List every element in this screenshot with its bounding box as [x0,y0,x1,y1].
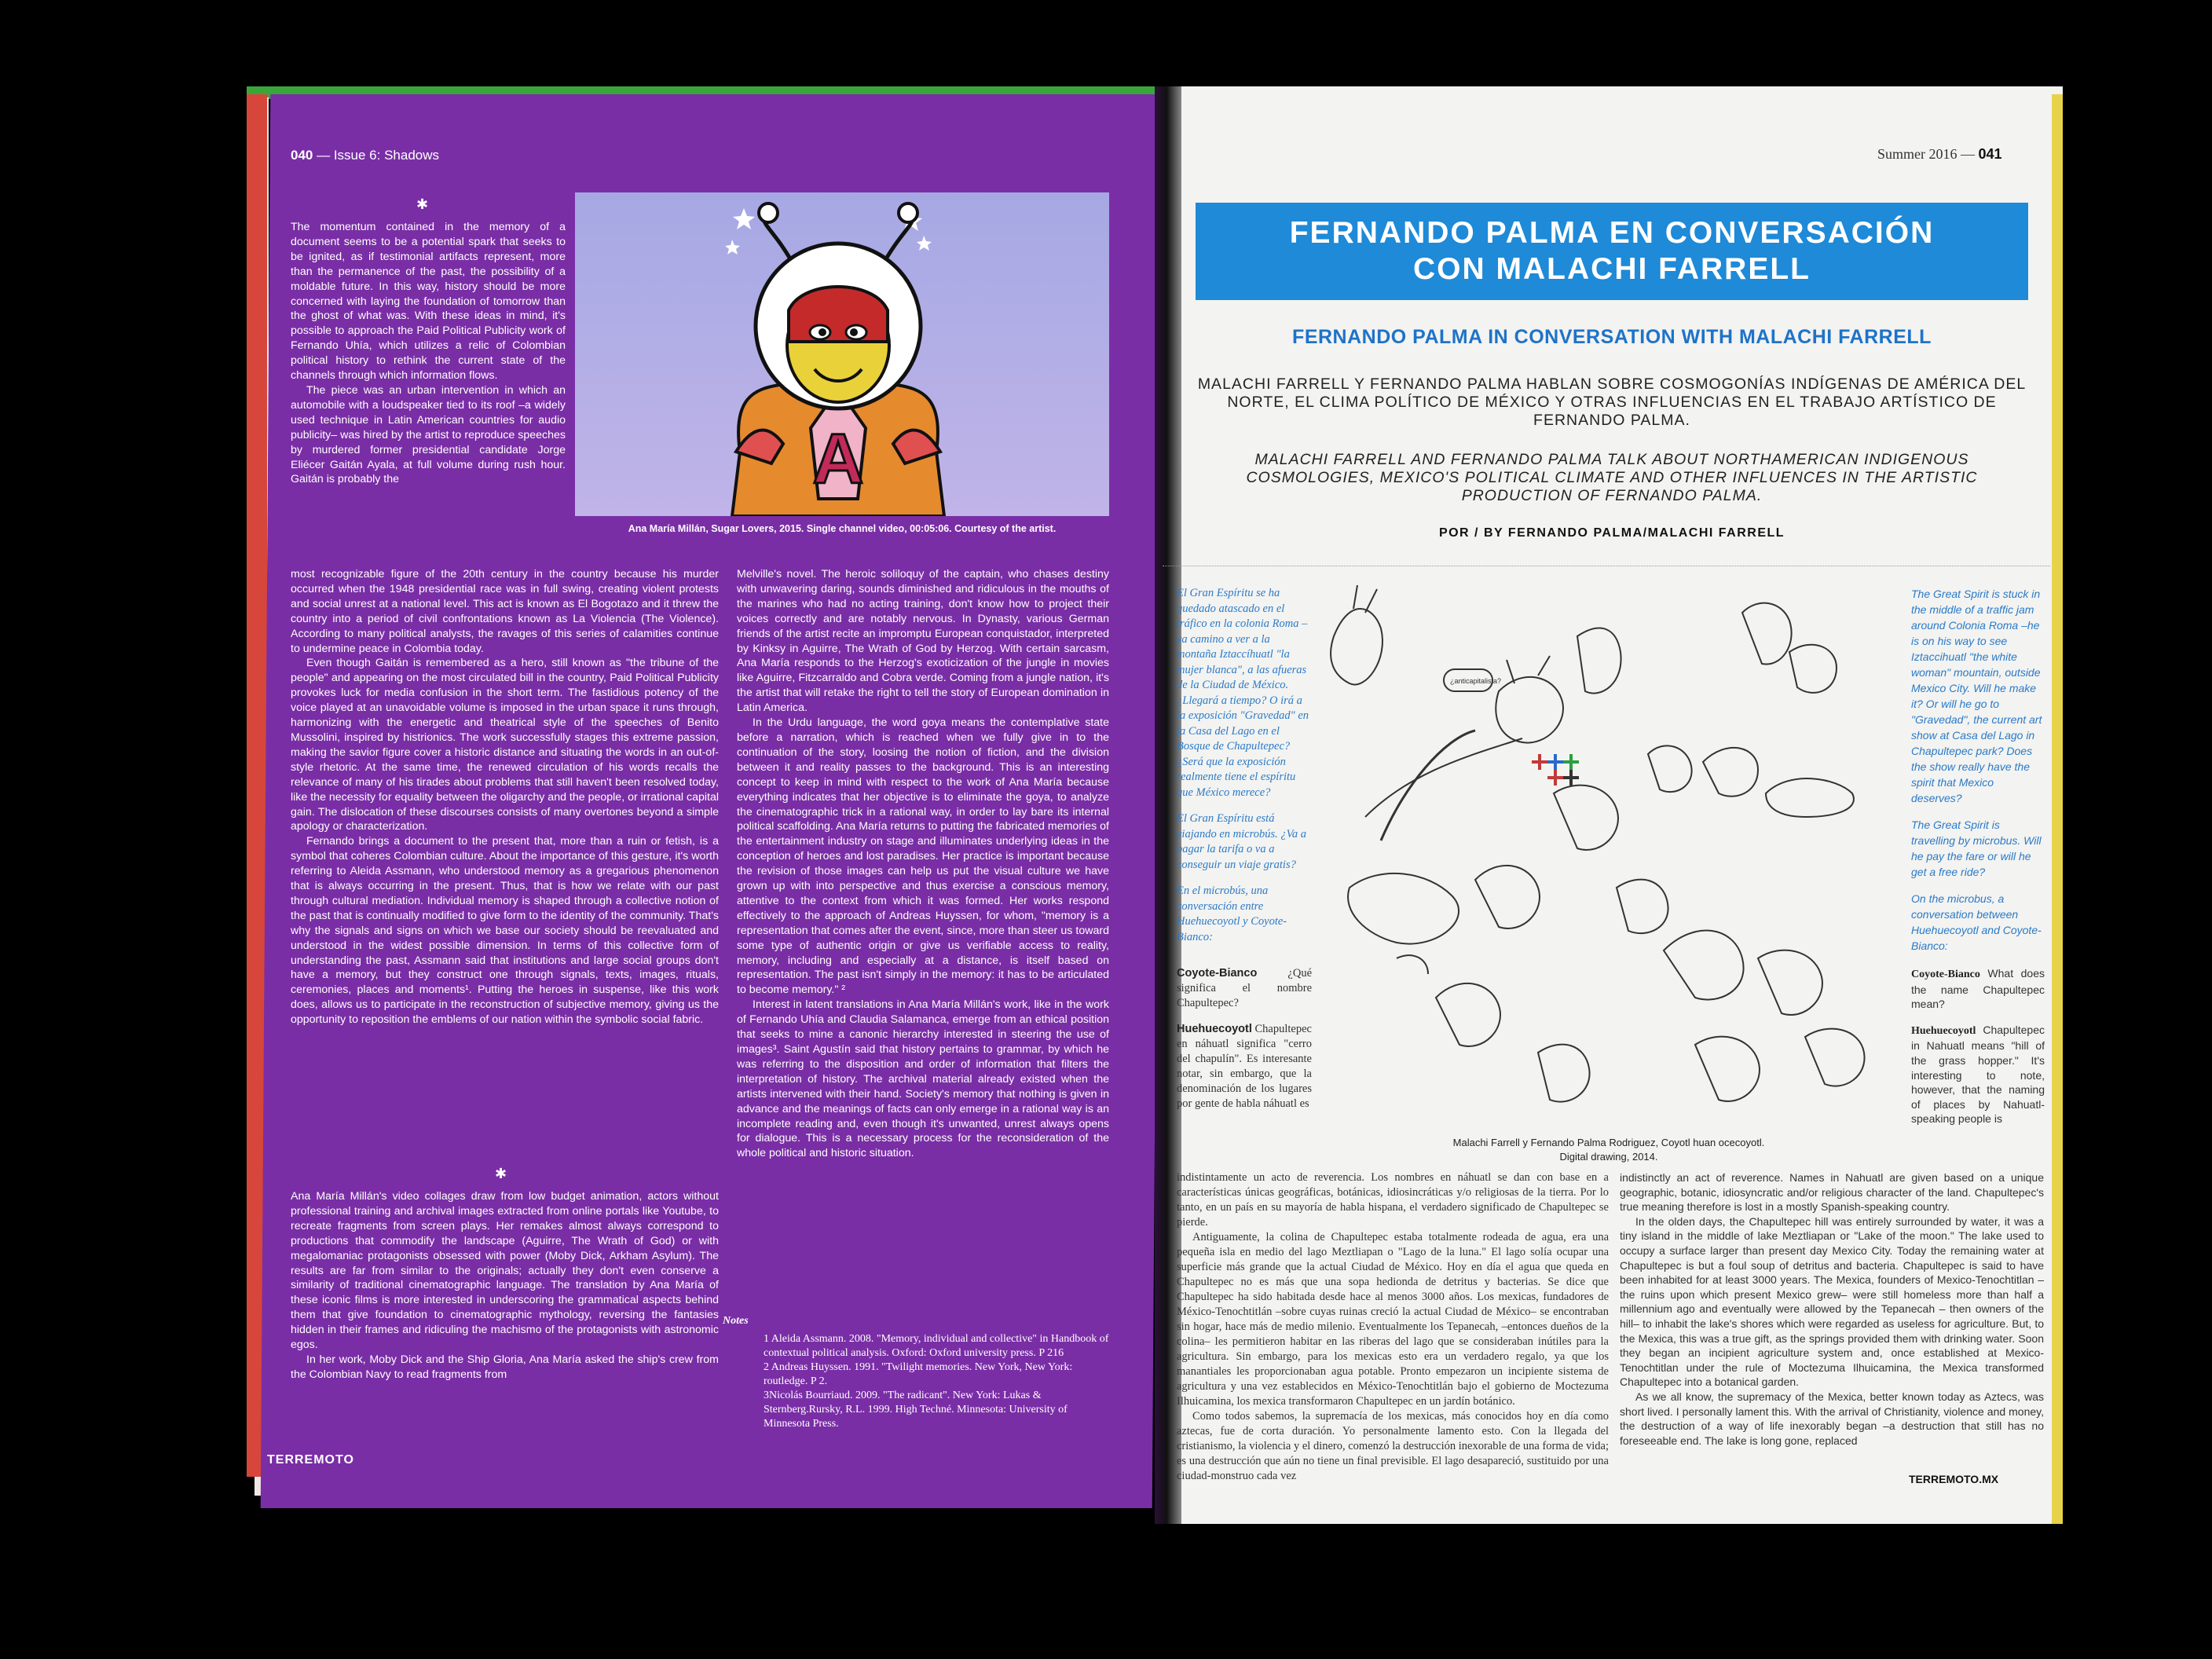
svg-text:A: A [812,420,864,499]
note-item: 1 Aleida Assmann. 2008. "Memory, individual and collective" in Handbook of contextual political analysis. Oxford: Oxford university press. P 216 [764,1333,1109,1359]
drawing-caption: Malachi Farrell y Fernando Palma Rodriguez, Coyotl huan ocecoyotl. Digital drawing, 2014. [1452,1137,1765,1163]
column-1-bottom [291,1189,719,1382]
magazine-spread [236,86,2066,1524]
brand-logo: TERREMOTO [267,1453,354,1467]
figure-caption: Ana María Millán, Sugar Lovers, 2015. Single channel video, 00:05:06. Courtesy of the artist. [628,523,1057,534]
paragraph: indistinctly an act of reverence. Names in Nahuatl are given based on a unique geographic, botanic, idiosyncratic and/or religious character of the land. Chapultepec's true meaning therefore is lost in a mostly Spanish-speaking country. [1620,1171,2044,1214]
article-subtitle: FERNANDO PALMA IN CONVERSATION WITH MALACHI FARRELL [1292,326,1932,348]
question: Coyote-Bianco What does the name Chapultepec mean? [1911,967,2045,1011]
notes-list [764,1332,1109,1431]
paragraph: Even though Gaitán is remembered as a hero, still known as "the tribune of the people" and appearing on the most circulated bill in the country, Paid Political Publicity provokes luck for media confusion in the short term. The fastidious potency of the voice played at an unavoidable volume is imposed in the urban space it runs through, harmonizing with the energetic and theatrical style of the speeches of Benito Mussolini, inspired by histrionics. The work successfully stages this extreme passion, making the savior figure cover a historic distance and situating the words in an out-of-style rhetoric. At the same time, the renewed circulation of his words recalls the relevance of many of his tirades about problems that still haven't been resolved today, like the necessity for equality between the oligarchy and the people, or irrational capital gain. The dislocation of these discourses consists of many overtones beyond a simple apology or characterization. [291,657,719,833]
paragraph: Antiguamente, la colina de Chapultepec estaba totalmente rodeada de agua, era una pequeña isla en medio del lago Meztliapan o "Lago de la luna." El lago solía ocupar una superficie más grande que la actual Ciudad de México. Hoy en día el agua que queda en Chapultepec no es más que una sopa hedionda de detritus y bacterias. Se dice que Chapultepec ha sido habitada desde hace al menos 3000 años. Los mexicas, fundadores de México-Tenochtitlán –sobre cuyas ruinas creció la actual Ciudad de México– se encontraban sin hogar, hace más de medio milenio. Eventualmente los Tepanecah, –entonces dueños de la colina– les permitieron habitar en las riberas del lago que se consideraban inútiles para la agricultura. Sin embargo, para los mexicas esto era un verdadero regalo, ya que los manantiales les proporcionaban agua potable. Pronto empezaron un incipiente sistema de agricultura y una vez establecidos en México-Tenochtitlán bajo el gobierno de Moctezuma Ilhuicamina, los mexica transformaron Chapultepec en un jardín botánico. [1177,1231,1609,1408]
column-1-top [291,220,566,487]
paragraph: indistintamente un acto de reverencia. Los nombres en náhuatl se dan con base en a características únicas geográficas, botánicas, idiosincráticas y/o religiosas de la tierra. Por lo tanto, en un país en su mayoría de habla hispana, el verdadero significado de Chapultepec se pierde. [1177,1171,1609,1229]
paragraph: In the Urdu language, the word goya means the contemplative state before a narration, which is reached when we fully give in to the continuation of the story, loosing the notion of fiction, and the division between it and reality passes to the background. This is an interesting concept to keep in mind with respect to the work of Ana María because everything indicates that her objective is to eliminate the goya, to analyze the cinematographic trick in a rational way, in order to lay bare its internal political scaffolding. Ana María returns to putting the fabricated memories of the entertainment industry on stage and illuminates underlying ideas in the conception of heroes and lost paradises. Her practice is important because the revision of those images can help us put the visual culture we have grown up with into perspective and thus exercise a conscious memory, attentive to the context from which it was formed. Her works respond effectively to the approach of Andreas Huyssen, for whom, "memory is a representation that comes after the event, since, more than steer us toward some type of authentic origin or give us verifiable access to reality, memory, including and especially at a distance, is itself based on representation. The past isn't simply in the memory: it has to be articulated to become memory." ² [737,716,1109,997]
intro-paragraph: On the microbus, a conversation between Huehuecoyotl and Coyote-Bianco: [1911,892,2042,952]
intro-paragraph: El Gran Espíritu está viajando en microbús. ¿Va a pagar la tarifa o va a conseguir un viaje gratis? [1177,812,1306,871]
intro-paragraph: The Great Spirit is stuck in the middle of a traffic jam around Colonia Roma –he is on his way to see Iztaccihuatl "the white woman" mountain, outside Mexico City. Will he make it? Or will he go to "Gravedad", the current art show at Casa del Lago in Chapultepec park? Does the show really have the spirit that Mexico deserves? [1911,588,2042,804]
note-item: 3Nicolás Bourriaud. 2009. "The radicant". New York: Lukas & Sternberg.Rursky, R.L. 1999. High Techné. Minnesota: University of Minnesota Press. [764,1390,1068,1430]
section-star: ✱ [495,1166,507,1181]
paragraph: The momentum contained in the memory of a document seems to be a potential spark that seeks to be ignited, as if testimonial artifacts represent, more than the permanence of the past, the possibility of a moldable future. In this way, history should be more concerned with laying the foundation of tomorrow than the ghost of what was. With these ideas in mind, it's possible to approach the Paid Political Publicity work of Fernando Uhía, which utilizes a relic of Colombian political history to rethink the current state of the channels through which information flows. [291,221,566,383]
page-header-left: 040 — Issue 6: Shadows [291,148,440,163]
column-1-wide [291,567,719,1027]
page-edge [2052,94,2063,1524]
answer: Huehuecoyotl Chapultepec en náhuatl significa "cerro del chapulín". Es interesante notar, sin embargo, que la denominación de los lugares por gente de habla náhuatl es [1177,1023,1312,1110]
deck-spanish: MALACHI FARRELL Y FERNANDO PALMA HABLAN SOBRE COSMOGONÍAS INDÍGENAS DE AMÉRICA DEL NORTE, EL CLIMA POLÍTICO DE MÉXICO Y OTRAS INFLUENCIAS EN EL TRABAJO ARTÍSTICO DE FERNANDO PALMA. [1197,375,2027,429]
answer: Huehuecoyotl Chapultepec in Nahuatl means "hill of the grass hopper." It's interesting to note, however, that the naming of places by Nahuatl-speaking people is [1911,1023,2045,1126]
paragraph: In the olden days, the Chapultepec hill was entirely surrounded by water, it was a tiny island in the middle of lake Meztliapan or "Lake of the moon." The lake used to occupy a surface larger than present day Mexico City. Today the remaining water at Chapultepec is but a foul soup of detritus and bacteria. Chapultepec is said to have been inhabited for at least 3000 years. The Mexica, founders of Mexico-Tenochtitlan –the ruins upon which present Mexico grew– were still homeless more than half a millennium ago and eventually were allowed by the Tepanecah – then owners of the hill– to inhabit the lake's shores which were regarded as useless for agriculture. But, to the Mexica, this was a true gift, as the springs provided them with drinking water. Soon they began an incipient agriculture system and, once established at Mexico-Tenochtitlan under the rule of Moctezuma Ilhuicamina, the Mexica transformed Chapultepec into a botanical garden. [1620,1214,2044,1389]
paragraph: As we all know, the supremacy of the Mexica, better known today as Aztecs, was short lived. I personally lament this. With the arrival of Christianity, violence and money, the destruction of a way of life inexorably began –a destruction that still has no foreseeable end. The lake is long gone, replaced [1620,1390,2044,1447]
paragraph: The piece was an urban intervention in which an automobile with a loudspeaker tied to its roof –a widely used technique in Latin American countries for audio publicity– was hired by the artist to reproduce speeches by murdered former presidential candidate Jorge Eliécer Gaitán Ayala, at full volume during rush hour. Gaitán is probably the [291,383,566,486]
article-title: FERNANDO PALMA EN CONVERSACIÓN CON MALACHI FARRELL [1196,203,2028,300]
paragraph: Melville's novel. The heroic soliloquy of the captain, who chases destiny with unwavering daring, sounds diminished and ridiculous in the mouths of the marines who had no acting training, don't know how to project their voices correctly and are notably nervous. In Dynasty, various German friends of the artist recite an impromptu European conquistador, interpreted by Kinksy in Aguirre, The Wrath of God by Herzog. With certain sarcasm, Ana María responds to the Herzog's exoticization of the jungle in movies like Aguirre, Fitzcarraldo and Cobra verde. Coming from a jungle nation, it's the artist that will retake the right to tell the story of European domination in Latin America. [737,568,1109,715]
page-header-right: Summer 2016 — 041 [1877,146,2002,162]
deck-english: MALACHI FARRELL AND FERNANDO PALMA TALK ABOUT NORTHAMERICAN INDIGENOUS COSMOLOGIES, MEXICO'S POLITICAL CLIMATE AND OTHER INFLUENCES IN THE ARTISTIC PRODUCTION OF FERNANDO PALMA. [1246,451,1978,504]
paragraph: Como todos sabemos, la supremacía de los mexicas, más conocidos hoy en día como aztecas, fue de corta duración. Yo personalmente lamento esto. Con la llegada del cristianismo, la violencia y el dinero, comenzó la destrucción inexorable de una forma de vida; es una destrucción que aún no tiene un final previsible. El lago desapareció, sustituido por una ciudad-monstruo cada vez [1177,1410,1609,1482]
paragraph: Interest in latent translations in Ana María Millán's work, like in the work of Fernando Uhía and Claudia Salamanca, emerge from an ethical position that seeks to mine a canonic hierarchy interested in steering the use of images³. Saint Agustín said that history pertains to grammar, by which he was referring to the disposition and order of information that filters the interpretation of history. The archival material already existed when the artists intervened with their hand. Society's memory that nothing is given in advance and the meanings of facts can only emerge in a rational way is an incomplete reading and, even though it's unwanted, unrest always opens for dialogue. This is a necessary process for the reconsideration of the whole political and historic situation. [737,998,1109,1160]
brand-url: TERREMOTO.MX [1909,1473,1999,1485]
intro-paragraph: En el microbús, una conversación entre Huehuecoyotl y Coyote-Bianco: [1177,884,1287,943]
intro-paragraph: The Great Spirit is travelling by microbus. Will he pay the fare or will he get a free ride? [1911,819,2042,878]
speech-bubble: ¿anticapitalista? [1450,677,1502,685]
body-english [1620,1170,2044,1448]
section-star: ✱ [416,196,429,212]
coyote-sketch-icon [1318,581,1899,1131]
notes-header: Notes [723,1315,749,1327]
dialogue-english [1911,966,2045,1126]
body-spanish [1177,1170,1609,1484]
question: Coyote-Bianco ¿Qué significa el nombre Chapultepec? [1177,967,1312,1009]
intro-english [1911,586,2045,954]
paragraph: Fernando brings a document to the present that, more than a ruin or fetish, is a symbol that coheres Colombian culture. About the importance of this gesture, it's worth referring to Aleida Assmann, who understood memory as a gregarious phenomenon that is always occurring in the present. Thus, that is how we relate with our past through cultural mediation. Individual memory is shaped through a collective notion of the past that is continually modified to give form to the identity of the community. That's why the signals and signs on which we base our society should be reevaluated and understood in the widest possible dimension. In terms of this collective form of understanding the past, Assmann said that institutions and large social groups don't have a memory, but they construct one through signals, texts, images, rituals, ceremonies, places and moments¹. Putting the heroes in suspense, like this work does, allows us to participate in the reconstruction of subjective memory, giving us the opportunity to reposition the emblems of our nation within the symbolic social fabric. [291,835,719,1027]
byline: POR / BY FERNANDO PALMA/MALACHI FARRELL [1438,526,1785,540]
paragraph: Ana María Millán's video collages draw from low budget animation, actors without professional training and archival images extracted from online portals like Youtube, to recreate fragments from screen plays. Her remakes almost always correspond to productions that commodify the landscape (Aguirre, The Wrath of God) or with megalomaniac protagonists obsessed with power (Moby Dick, Arkham Asylum). The results are far from similar to the originals; actually they don't even conserve a similarity of traditional cinematographic language. The translation by Ana María of these iconic films is more interested in underscoring the grammatical aspects behind them that give foundation to cinematographic mythology, reversing the fantasies hidden in their frames and ridiculing the machismo of the protagonists with astronomic egos. [291,1190,719,1352]
paragraph: In her work, Moby Dick and the Ship Gloria, Ana María asked the ship's crew from the Colombian Navy to read fragments from [291,1353,719,1381]
coyote-drawing [1318,581,1899,1131]
dialogue-spanish [1177,966,1312,1111]
note-item: 2 Andreas Huyssen. 1991. "Twilight memories. New York, New York: routledge. P 2. [764,1361,1073,1387]
intro-paragraph: El Gran Espíritu se ha quedado atascado en el tráfico en la colonia Roma –va camino a ver a la montaña Iztaccíhuatl "la mujer blanca", a las afueras de la Ciudad de México. ¿Llegará a tiempo? O irá a la exposición "Gravedad" en la Casa del Lago en el Bosque de Chapultepec? ¿Será que la exposición realmente tiene el espíritu que México merece? [1177,587,1309,799]
sugar-lovers-illustration [575,192,1109,516]
column-2 [737,567,1109,1161]
intro-spanish [1177,586,1312,945]
ant-character-icon [575,192,1109,516]
cross-symbols-icon [1524,746,1587,793]
paragraph: most recognizable figure of the 20th century in the country because his murder occurred when the 1948 presidential race was in full swing, creating violent protests and social unrest at a national level. This act is known as El Bogotazo and it threw the country into a period of civil confrontations known as La Violencia (The Violence). According to many political analysts, the ravages of this series of calamities continue to undermine peace in Colombia today. [291,568,719,655]
